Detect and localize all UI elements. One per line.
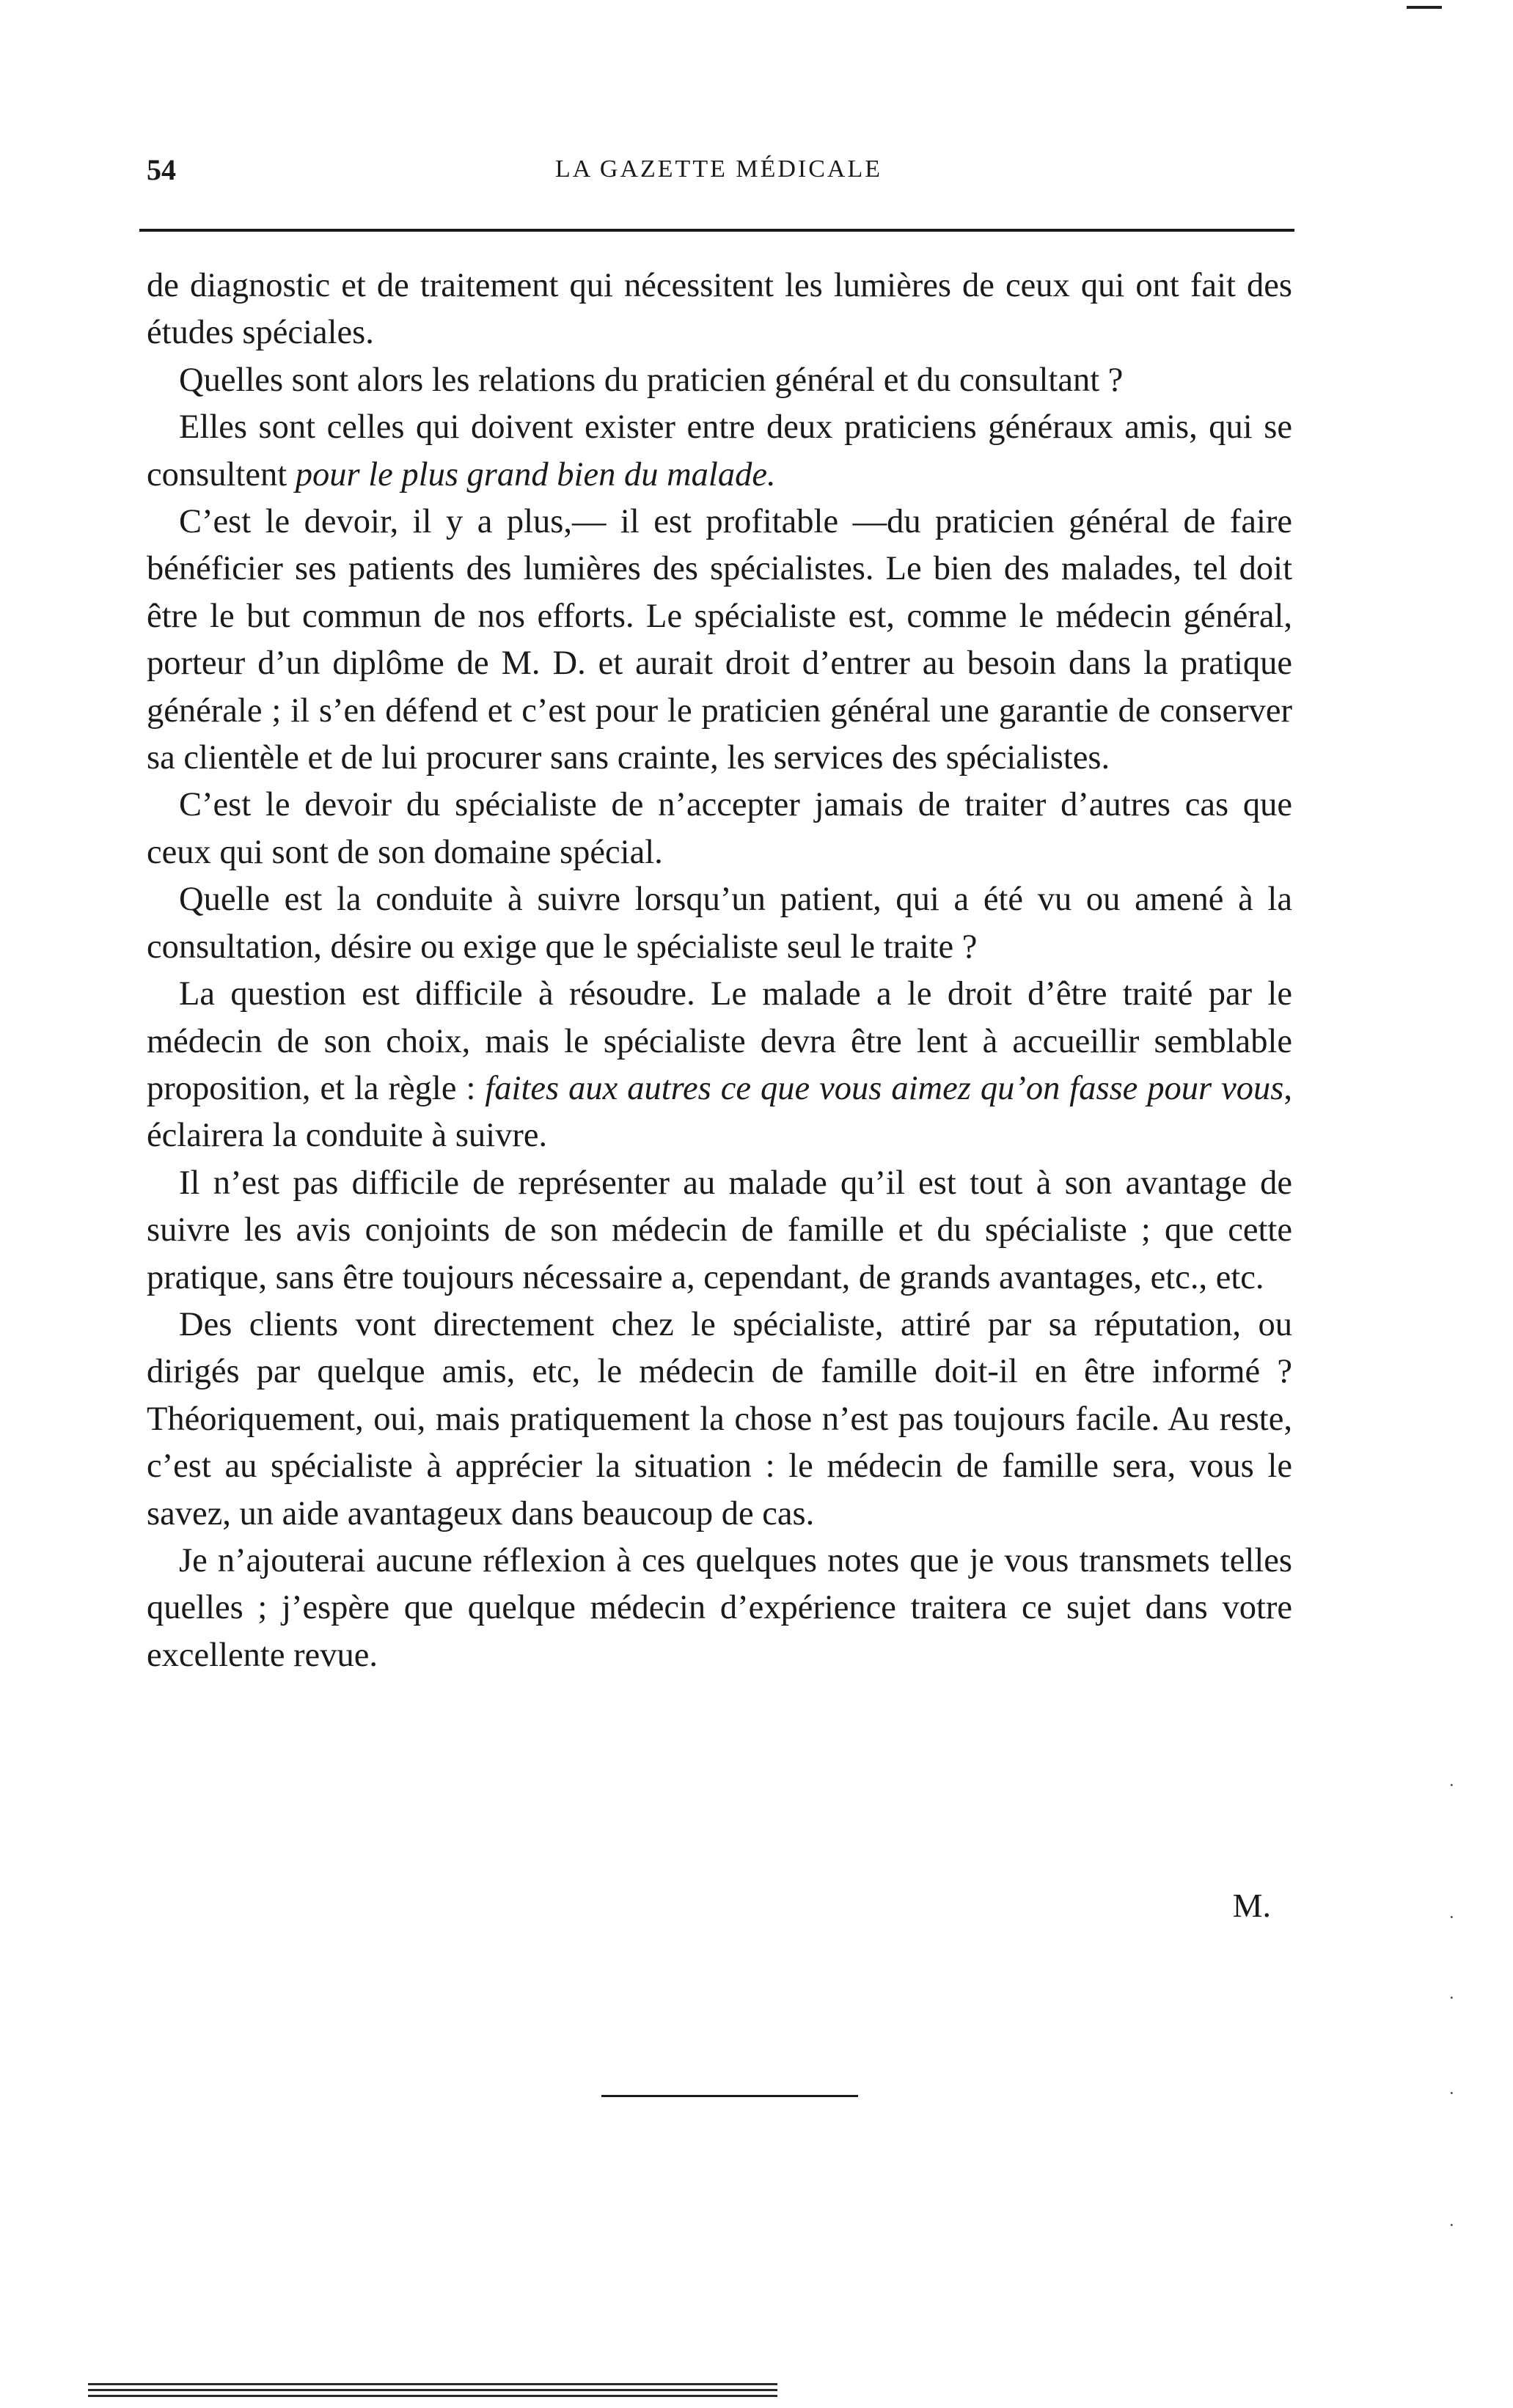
paragraph: [147, 1302, 1292, 1538]
footer-rules: [88, 2383, 777, 2401]
signature: M.: [1232, 1887, 1271, 1924]
text-run: Quelles sont alors les relations du praticien général et du consultant ?: [179, 361, 1124, 399]
italic-text: pour le plus grand bien du malade.: [295, 455, 776, 493]
footer-rule: [88, 2395, 777, 2397]
italic-text: faites aux autres ce que vous aimez qu’on fasse pour vous: [485, 1069, 1284, 1107]
scan-margin-mark: ·: [1448, 1906, 1455, 1928]
article-body: [147, 263, 1292, 1679]
paragraph: [147, 876, 1292, 971]
paragraph: [147, 404, 1292, 499]
page-header: [147, 153, 1291, 197]
scan-margin-mark: ·: [1448, 2082, 1455, 2104]
paragraph: [147, 263, 1292, 357]
paragraph: [147, 971, 1292, 1160]
text-run: C’est le devoir, il y a plus,— il est profitable —du praticien général de faire bénéficier ses patients des lumières des spécialistes. Le bien des malades, tel doit être le but commun de nos efforts. Le spécialiste est, comme le médecin général, porteur d’un diplôme de M. D. et aurait droit d’entrer au besoin dans la pratique générale ; il s’en défend et c’est pour le praticien général une garantie de conserver sa clientèle et de lui procurer sans crainte, les services des spécialistes.: [147, 503, 1292, 777]
header-rule: [139, 229, 1294, 232]
text-run: Il n’est pas difficile de représenter au malade qu’il est tout à son avantage de suivre les avis conjoints de son médecin de famille et du spécialiste ; que cette pratique, sans être toujours nécessaire a, cependant, de grands avantages, etc., etc.: [147, 1164, 1292, 1296]
scan-margin-mark: ·: [1448, 2214, 1455, 2236]
text-run: Je n’ajouterai aucune réflexion à ces quelques notes que je vous transmets telles quelles ; j’espère que quelque médecin d’expérience traitera ce sujet dans votre excellente revue.: [147, 1541, 1292, 1674]
running-title: LA GAZETTE MÉDICALE: [554, 155, 883, 183]
paragraph: [147, 357, 1292, 404]
text-run: , éclairera la conduite à suivre.: [147, 1069, 1292, 1155]
text-run: C’est le devoir du spécialiste de n’accepter jamais de traiter d’autres cas que ceux qui sont de son domaine spécial.: [147, 786, 1292, 871]
paragraph: [147, 1160, 1292, 1302]
text-run: Quelle est la conduite à suivre lorsqu’un patient, qui a été vu ou amené à la consultation, désire ou exige que le spécialiste seul le traite ?: [147, 881, 1292, 966]
scan-margin-mark: ·: [1448, 1774, 1455, 1796]
paragraph: [147, 1538, 1292, 1679]
footer-rule: [88, 2383, 777, 2385]
page-number: 54: [147, 153, 176, 186]
end-rule: [601, 2095, 858, 2097]
footer-rule: [88, 2389, 777, 2391]
text-run: Elles sont celles qui doivent exister entre deux praticiens généraux amis, qui se consultent: [147, 408, 1292, 493]
text-run: Des clients vont directement chez le spécialiste, attiré par sa réputation, ou dirigés par quelque amis, etc, le médecin de famille doit-il en être informé ? Théoriquement, oui, mais pratiquement la chose n’est pas toujours facile. Au reste, c’est au spécialiste à apprécier la situation : le médecin de famille sera, vous le savez, un aide avantageux dans beaucoup de cas.: [147, 1305, 1292, 1532]
paragraph: [147, 782, 1292, 876]
scan-corner-mark: [1407, 6, 1442, 9]
scan-margin-mark: ·: [1448, 1987, 1455, 2008]
paragraph: [147, 499, 1292, 782]
text-run: de diagnostic et de traitement qui nécessitent les lumières de ceux qui ont fait des études spéciales.: [147, 267, 1292, 352]
text-run: La question est difficile à résoudre. Le malade a le droit d’être traité par le médecin de son choix, mais le spécialiste devra être lent à accueillir semblable proposition, et la règle :: [147, 975, 1292, 1107]
